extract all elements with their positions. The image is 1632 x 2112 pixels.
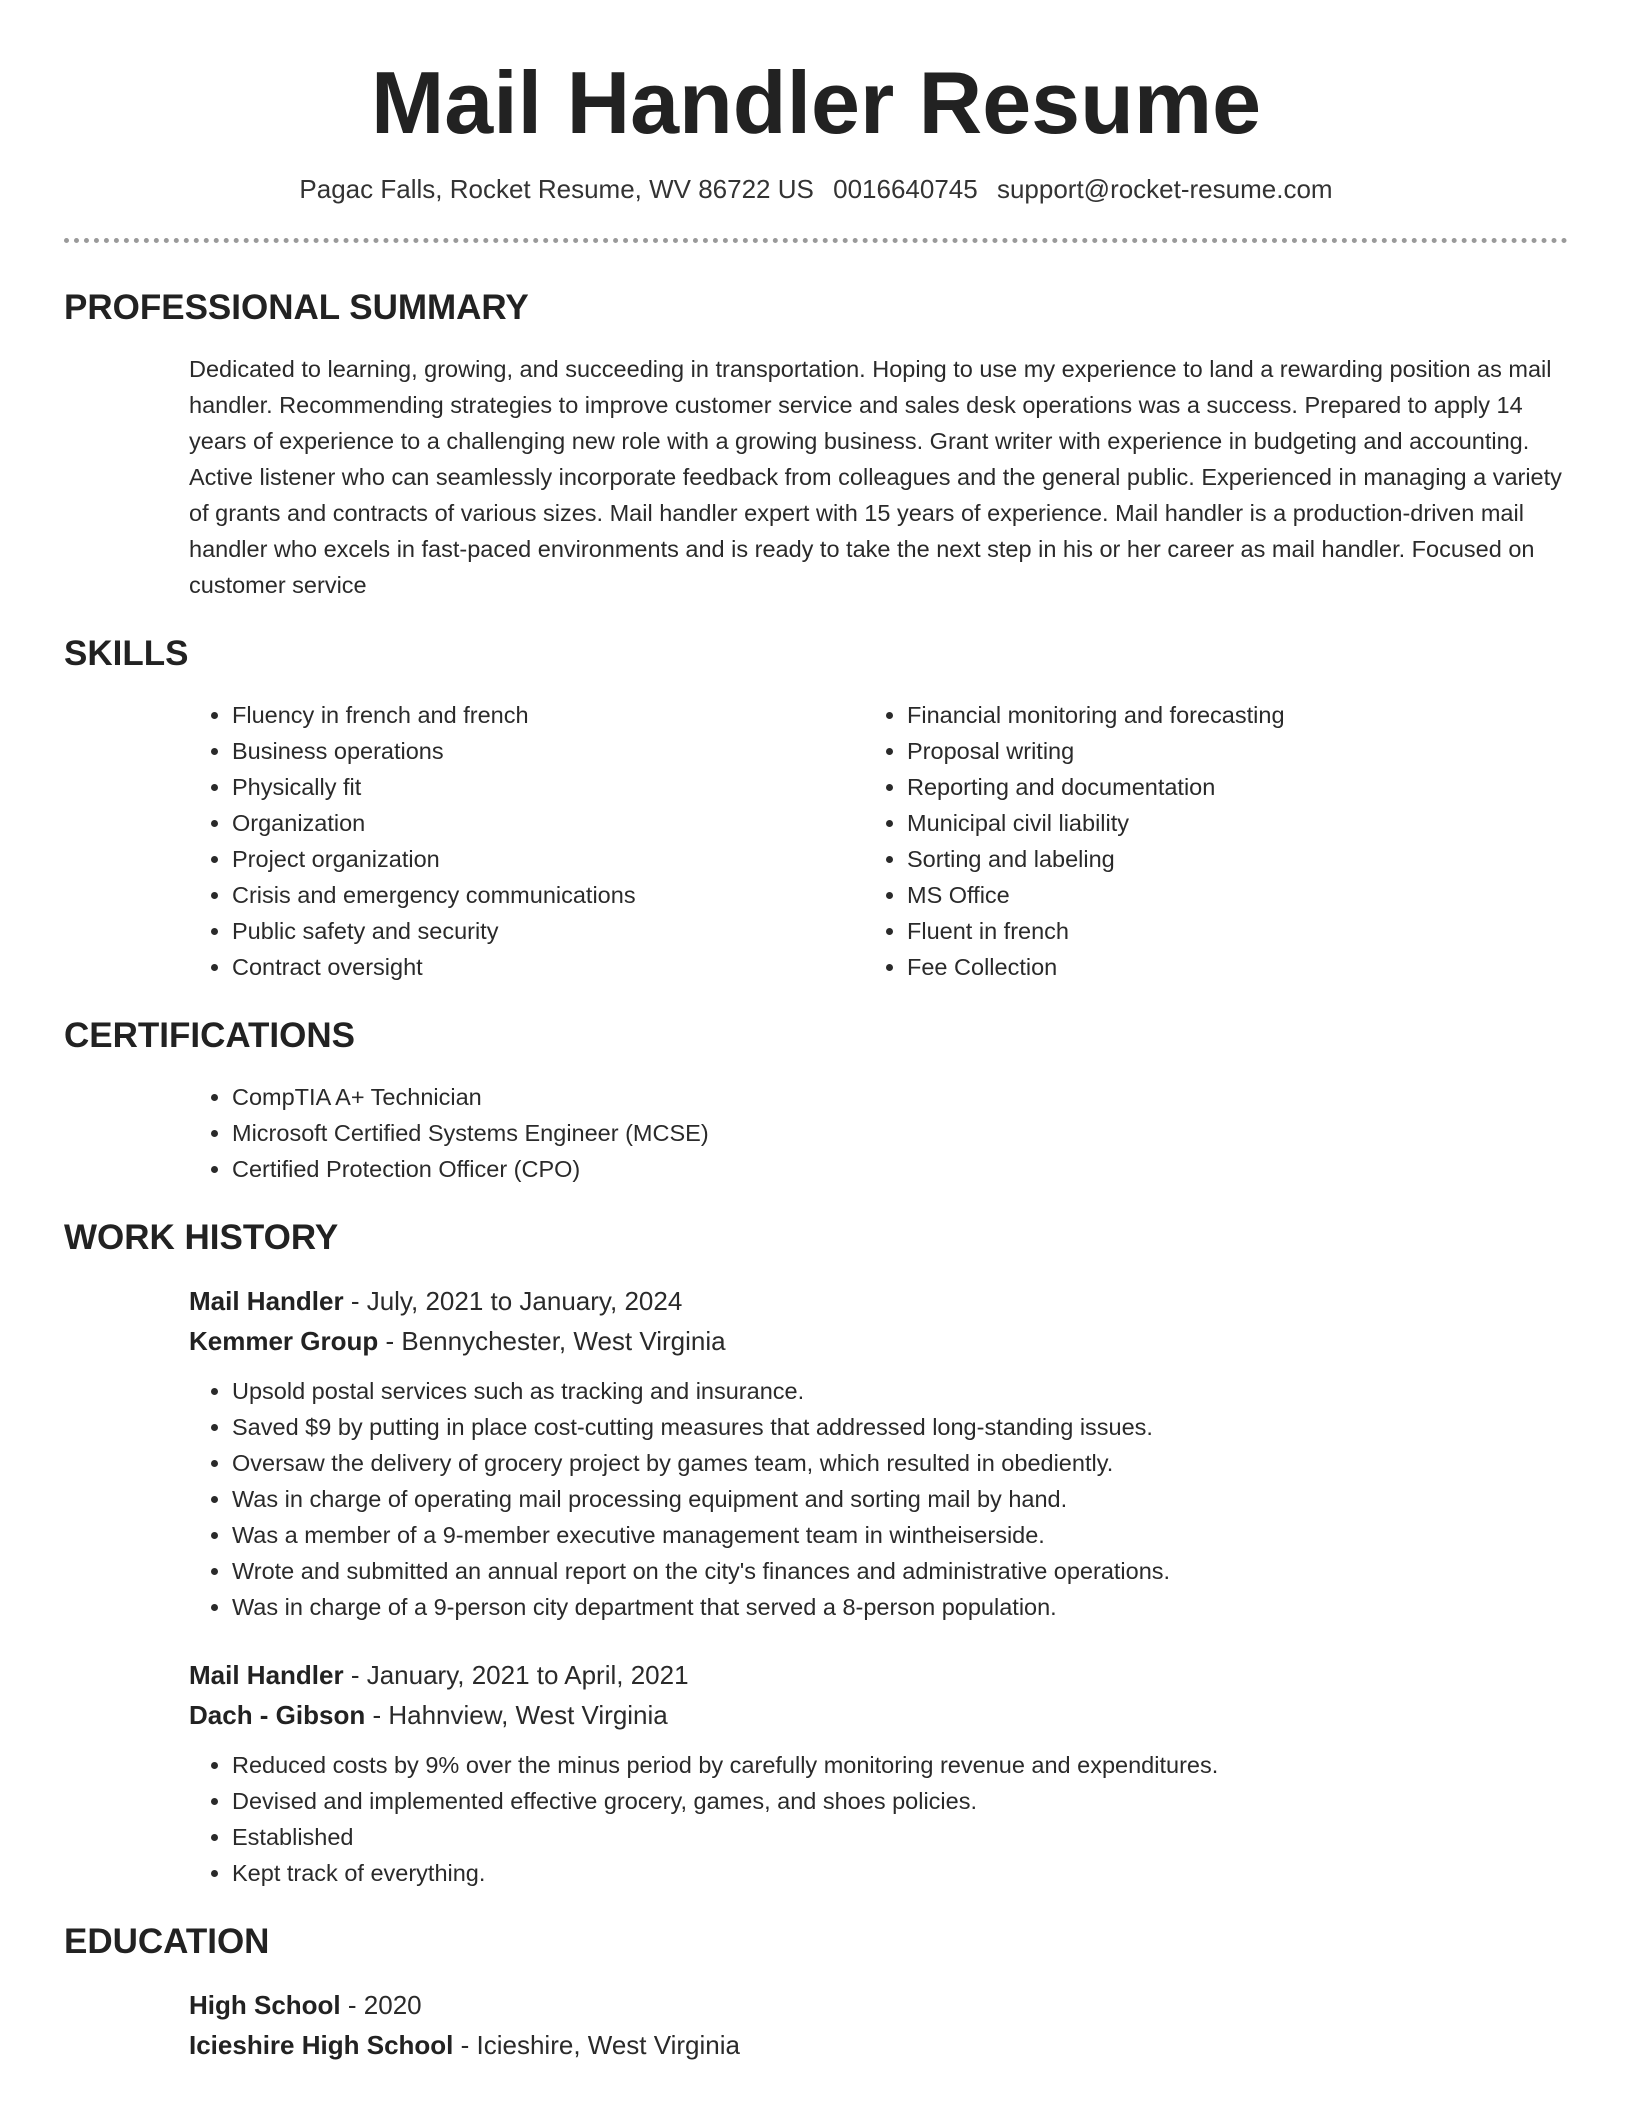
- skill-item: • Project organization: [232, 841, 864, 877]
- certifications-section: [64, 1015, 1568, 1187]
- education-section: [64, 1921, 1568, 2065]
- skills-section: [64, 633, 1568, 985]
- skill-item: • Sorting and labeling: [907, 841, 1539, 877]
- contact-email[interactable]: support@rocket-resume.com: [996, 174, 1333, 205]
- summary-heading: PROFESSIONAL SUMMARY: [64, 287, 529, 327]
- job-bullet: • Was in charge of a 9-person city department that served a 8-person population.: [232, 1589, 1568, 1625]
- job-bullet: • Was a member of a 9-member executive management team in wintheiserside.: [232, 1517, 1568, 1553]
- job-bullets: [189, 1747, 1568, 1891]
- job-location: - Bennychester, West Virginia: [378, 1325, 726, 1356]
- job-dates: - January, 2021 to April, 2021: [343, 1659, 689, 1690]
- job-bullet: • Wrote and submitted an annual report on the city's finances and administrative operations.: [232, 1553, 1568, 1589]
- skill-item: • Crisis and emergency communications: [232, 877, 864, 913]
- skill-item: • Municipal civil liability: [907, 805, 1539, 841]
- skill-item: • Reporting and documentation: [907, 769, 1539, 805]
- skill-item: • Business operations: [232, 733, 864, 769]
- job-bullet: • Saved $9 by putting in place cost-cutting measures that addressed long-standing issues.: [232, 1409, 1568, 1445]
- header-divider: [64, 238, 1568, 243]
- job-company: Kemmer Group: [189, 1325, 379, 1356]
- skill-item: • Financial monitoring and forecasting: [907, 697, 1539, 733]
- job-bullet: • Established: [232, 1819, 1568, 1855]
- certification-item: • CompTIA A+ Technician: [232, 1079, 1568, 1115]
- job-title: Mail Handler: [189, 1659, 344, 1690]
- work-history-heading: WORK HISTORY: [64, 1217, 339, 1257]
- education-year: - 2020: [340, 1989, 422, 2020]
- skill-item: • Fluency in french and french: [232, 697, 864, 733]
- education-entry: [64, 1985, 1568, 2065]
- skills-column-right: [864, 697, 1539, 985]
- job-bullet: • Reduced costs by 9% over the minus period by carefully monitoring revenue and expenditures.: [232, 1747, 1568, 1783]
- job-bullets: [189, 1373, 1568, 1625]
- skills-heading: SKILLS: [64, 633, 189, 673]
- job-title-line: [189, 1655, 1568, 1695]
- skill-item: • Fluent in french: [907, 913, 1539, 949]
- education-degree: High School: [189, 1989, 341, 2020]
- education-degree-line: [189, 1985, 1568, 2025]
- job-company-line: [189, 1321, 1568, 1361]
- summary-section: [64, 287, 1568, 603]
- job-title: Mail Handler: [189, 1285, 344, 1316]
- job-title-line: [189, 1281, 1568, 1321]
- job-entry: [64, 1655, 1568, 1891]
- skill-item: • Fee Collection: [907, 949, 1539, 985]
- job-bullet: • Was in charge of operating mail processing equipment and sorting mail by hand.: [232, 1481, 1568, 1517]
- job-entry: [64, 1281, 1568, 1625]
- job-bullet: • Upsold postal services such as tracking and insurance.: [232, 1373, 1568, 1409]
- summary-text: Dedicated to learning, growing, and succeeding in transportation. Hoping to use my experience to land a rewarding position as mail handler. Recommending strategies to improve customer service and sales desk operations was a success. Prepared to apply 14 years of experience to a challenging new role with a growing business. Grant writer with experience in budgeting and accounting. Active listener who can seamlessly incorporate feedback from colleagues and the general public. Experienced in managing a variety of grants and contracts of various sizes. Mail handler expert with 15 years of experience. Mail handler is a production-driven mail handler who excels in fast-paced environments and is ready to take the next step in his or her career as mail handler. Focused on customer service: [189, 355, 1562, 598]
- skill-item: • Proposal writing: [907, 733, 1539, 769]
- skill-item: • MS Office: [907, 877, 1539, 913]
- job-bullet: • Devised and implemented effective grocery, games, and shoes policies.: [232, 1783, 1568, 1819]
- contact-line: [64, 171, 1568, 207]
- work-history-section: [64, 1217, 1568, 1891]
- contact-phone: 0016640745: [833, 174, 978, 205]
- job-company: Dach - Gibson: [189, 1699, 366, 1730]
- skills-list-right: [864, 697, 1539, 985]
- education-heading: EDUCATION: [64, 1921, 270, 1961]
- certification-item: • Certified Protection Officer (CPO): [232, 1151, 1568, 1187]
- education-school-line: [189, 2025, 1568, 2065]
- job-location: - Hahnview, West Virginia: [365, 1699, 668, 1730]
- job-dates: - July, 2021 to January, 2024: [343, 1285, 683, 1316]
- certifications-heading: CERTIFICATIONS: [64, 1015, 356, 1055]
- certification-item: • Microsoft Certified Systems Engineer (MCSE): [232, 1115, 1568, 1151]
- contact-address: Pagac Falls, Rocket Resume, WV 86722 US: [299, 174, 814, 205]
- skill-item: • Contract oversight: [232, 949, 864, 985]
- education-school: Icieshire High School: [189, 2029, 454, 2060]
- job-bullet: • Kept track of everything.: [232, 1855, 1568, 1891]
- skills-grid: [64, 697, 1568, 985]
- skills-column-left: [189, 697, 864, 985]
- job-company-line: [189, 1695, 1568, 1735]
- education-location: - Icieshire, West Virginia: [453, 2029, 740, 2060]
- skills-list-left: [189, 697, 864, 985]
- skill-item: • Public safety and security: [232, 913, 864, 949]
- resume-title: Mail Handler Resume: [370, 53, 1262, 152]
- certifications-list: [189, 1079, 1568, 1187]
- skill-item: • Physically fit: [232, 769, 864, 805]
- skill-item: • Organization: [232, 805, 864, 841]
- job-bullet: • Oversaw the delivery of grocery project by games team, which resulted in obediently.: [232, 1445, 1568, 1481]
